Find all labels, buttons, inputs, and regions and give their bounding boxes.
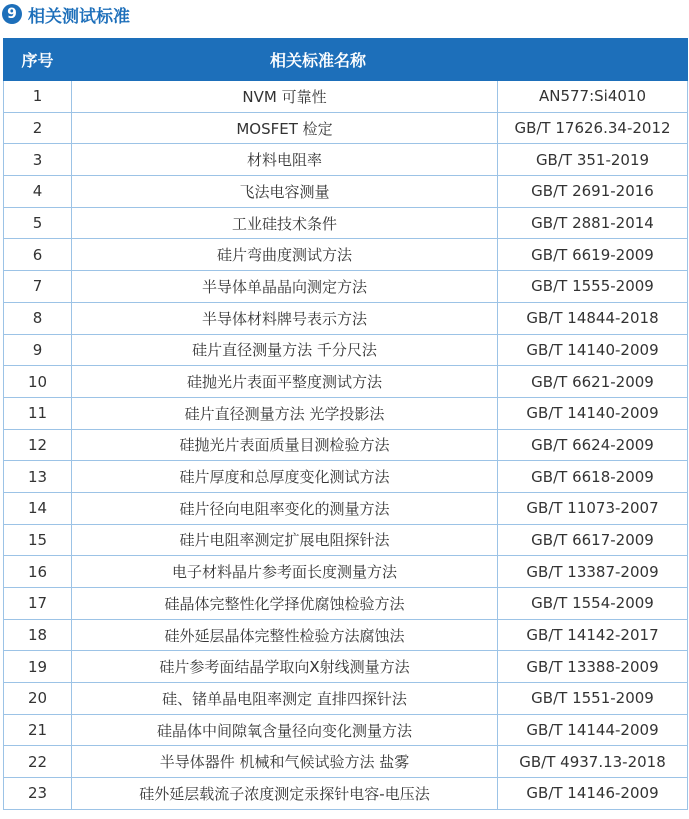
standard-name-cell: 半导体材料牌号表示方法 — [72, 302, 498, 334]
row-number-cell: 13 — [4, 461, 72, 493]
standard-code-cell: GB/T 14144-2009 — [498, 714, 688, 746]
standard-name-cell: 工业硅技术条件 — [72, 207, 498, 239]
standard-name-cell: 半导体器件 机械和气候试验方法 盐雾 — [72, 746, 498, 778]
table-row — [4, 176, 688, 208]
standard-code-cell: GB/T 6617-2009 — [498, 524, 688, 556]
standard-code-cell: GB/T 1551-2009 — [498, 683, 688, 715]
row-number-cell: 22 — [4, 746, 72, 778]
standard-code-cell: GB/T 6621-2009 — [498, 366, 688, 398]
standard-code-cell: GB/T 4937.13-2018 — [498, 746, 688, 778]
standard-name-cell: 硅外延层载流子浓度测定汞探针电容-电压法 — [72, 778, 498, 810]
row-number-cell: 4 — [4, 176, 72, 208]
standard-code-cell: GB/T 351-2019 — [498, 144, 688, 176]
standard-name-cell: 飞法电容测量 — [72, 176, 498, 208]
row-number-cell: 7 — [4, 271, 72, 303]
standard-code-cell: GB/T 14844-2018 — [498, 302, 688, 334]
table-header-row — [4, 39, 688, 81]
table-row — [4, 651, 688, 683]
column-header-number: 序号 — [4, 39, 72, 81]
standard-name-cell: 硅片径向电阻率变化的测量方法 — [72, 492, 498, 524]
standard-name-cell: 硅片直径测量方法 光学投影法 — [72, 397, 498, 429]
standard-code-cell: GB/T 14146-2009 — [498, 778, 688, 810]
number-badge: 9 — [2, 4, 22, 24]
standard-name-cell: 硅片参考面结晶学取向X射线测量方法 — [72, 651, 498, 683]
row-number-cell: 20 — [4, 683, 72, 715]
standard-name-cell: 硅抛光片表面平整度测试方法 — [72, 366, 498, 398]
standard-code-cell: GB/T 14140-2009 — [498, 397, 688, 429]
table-row — [4, 144, 688, 176]
table-row — [4, 239, 688, 271]
row-number-cell: 9 — [4, 334, 72, 366]
standard-code-cell: GB/T 11073-2007 — [498, 492, 688, 524]
row-number-cell: 8 — [4, 302, 72, 334]
standard-code-cell: GB/T 1555-2009 — [498, 271, 688, 303]
standard-code-cell: GB/T 6619-2009 — [498, 239, 688, 271]
standard-name-cell: 硅外延层晶体完整性检验方法腐蚀法 — [72, 619, 498, 651]
standard-name-cell: 硅晶体完整性化学择优腐蚀检验方法 — [72, 588, 498, 620]
row-number-cell: 1 — [4, 81, 72, 113]
standard-code-cell: GB/T 17626.34-2012 — [498, 112, 688, 144]
row-number-cell: 3 — [4, 144, 72, 176]
standard-code-cell: GB/T 2691-2016 — [498, 176, 688, 208]
row-number-cell: 14 — [4, 492, 72, 524]
standard-name-cell: 硅晶体中间隙氧含量径向变化测量方法 — [72, 714, 498, 746]
table-row — [4, 683, 688, 715]
table-row — [4, 302, 688, 334]
standard-code-cell: GB/T 14142-2017 — [498, 619, 688, 651]
standard-name-cell: 硅片直径测量方法 千分尺法 — [72, 334, 498, 366]
table-row — [4, 207, 688, 239]
row-number-cell: 5 — [4, 207, 72, 239]
row-number-cell: 6 — [4, 239, 72, 271]
table-row — [4, 492, 688, 524]
row-number-cell: 16 — [4, 556, 72, 588]
standard-code-cell: GB/T 2881-2014 — [498, 207, 688, 239]
table-body — [4, 81, 688, 810]
table-row — [4, 271, 688, 303]
table-row — [4, 746, 688, 778]
standard-code-cell: AN577:Si4010 — [498, 81, 688, 113]
table-row — [4, 524, 688, 556]
standard-code-cell: GB/T 6618-2009 — [498, 461, 688, 493]
table-row — [4, 588, 688, 620]
row-number-cell: 19 — [4, 651, 72, 683]
section-heading: 相关测试标准 — [28, 6, 130, 27]
row-number-cell: 11 — [4, 397, 72, 429]
row-number-cell: 17 — [4, 588, 72, 620]
standard-code-cell: GB/T 1554-2009 — [498, 588, 688, 620]
standard-name-cell: 硅、锗单晶电阻率测定 直排四探针法 — [72, 683, 498, 715]
row-number-cell: 10 — [4, 366, 72, 398]
table-row — [4, 619, 688, 651]
row-number-cell: 15 — [4, 524, 72, 556]
standard-name-cell: 硅片弯曲度测试方法 — [72, 239, 498, 271]
standard-name-cell: 电子材料晶片参考面长度测量方法 — [72, 556, 498, 588]
standard-code-cell: GB/T 14140-2009 — [498, 334, 688, 366]
row-number-cell: 21 — [4, 714, 72, 746]
standard-code-cell: GB/T 13388-2009 — [498, 651, 688, 683]
standard-name-cell: 材料电阻率 — [72, 144, 498, 176]
standard-name-cell: NVM 可靠性 — [72, 81, 498, 113]
table-row — [4, 778, 688, 810]
row-number-cell: 23 — [4, 778, 72, 810]
row-number-cell: 12 — [4, 429, 72, 461]
table-row — [4, 714, 688, 746]
standards-table — [3, 38, 688, 810]
row-number-cell: 18 — [4, 619, 72, 651]
section-title — [2, 2, 130, 26]
column-header-standard-name: 相关标准名称 — [72, 39, 688, 81]
table-row — [4, 81, 688, 113]
table-row — [4, 461, 688, 493]
standard-name-cell: 硅片厚度和总厚度变化测试方法 — [72, 461, 498, 493]
row-number-cell: 2 — [4, 112, 72, 144]
standard-code-cell: GB/T 6624-2009 — [498, 429, 688, 461]
standard-name-cell: 硅抛光片表面质量目测检验方法 — [72, 429, 498, 461]
standard-name-cell: 半导体单晶晶向测定方法 — [72, 271, 498, 303]
table-row — [4, 366, 688, 398]
table-row — [4, 556, 688, 588]
table-row — [4, 112, 688, 144]
table-row — [4, 334, 688, 366]
standard-name-cell: MOSFET 检定 — [72, 112, 498, 144]
standard-code-cell: GB/T 13387-2009 — [498, 556, 688, 588]
table-row — [4, 397, 688, 429]
table-row — [4, 429, 688, 461]
standard-name-cell: 硅片电阻率测定扩展电阻探针法 — [72, 524, 498, 556]
